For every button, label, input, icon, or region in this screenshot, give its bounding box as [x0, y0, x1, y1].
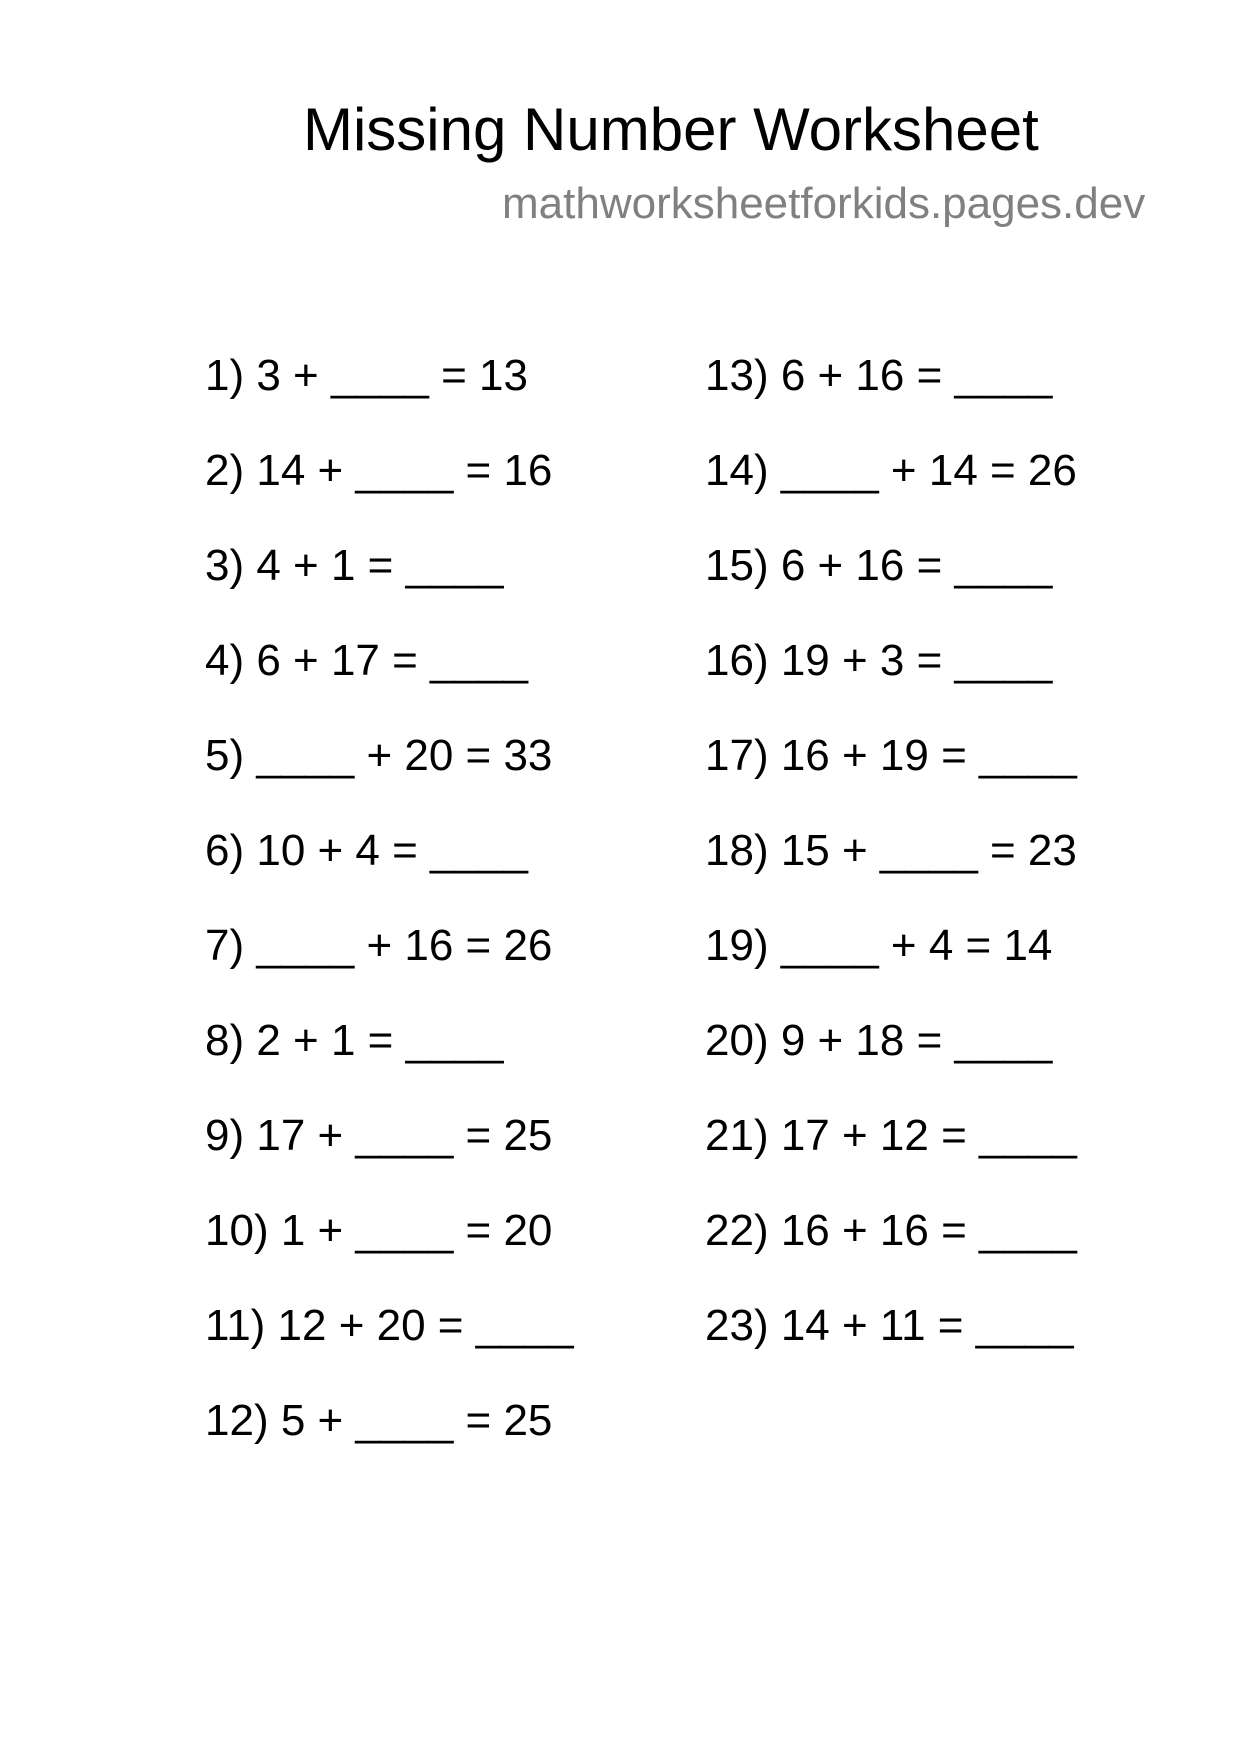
problem-item: 18) 15 + ____ = 23	[705, 826, 1077, 875]
problem-item: 21) 17 + 12 = ____	[705, 1111, 1077, 1160]
problem-item: 3) 4 + 1 = ____	[205, 541, 504, 590]
problem-item: 20) 9 + 18 = ____	[705, 1016, 1053, 1065]
problem-item: 19) ____ + 4 = 14	[705, 921, 1053, 970]
problem-item: 17) 16 + 19 = ____	[705, 731, 1077, 780]
problem-item: 13) 6 + 16 = ____	[705, 351, 1053, 400]
worksheet-source-url: mathworksheetforkids.pages.dev	[502, 179, 1146, 228]
problem-item: 1) 3 + ____ = 13	[205, 351, 528, 400]
worksheet-title: Missing Number Worksheet	[303, 96, 1039, 163]
problem-item: 23) 14 + 11 = ____	[705, 1301, 1074, 1350]
problem-item: 9) 17 + ____ = 25	[205, 1111, 553, 1160]
problem-item: 14) ____ + 14 = 26	[705, 446, 1077, 495]
problem-item: 10) 1 + ____ = 20	[205, 1206, 553, 1255]
problem-item: 16) 19 + 3 = ____	[705, 636, 1053, 685]
problem-item: 5) ____ + 20 = 33	[205, 731, 553, 780]
problem-item: 2) 14 + ____ = 16	[205, 446, 553, 495]
problem-item: 4) 6 + 17 = ____	[205, 636, 528, 685]
problem-item: 7) ____ + 16 = 26	[205, 921, 553, 970]
problem-item: 6) 10 + 4 = ____	[205, 826, 528, 875]
problem-item: 15) 6 + 16 = ____	[705, 541, 1053, 590]
problem-item: 11) 12 + 20 = ____	[205, 1301, 574, 1350]
problem-item: 8) 2 + 1 = ____	[205, 1016, 504, 1065]
problem-item: 22) 16 + 16 = ____	[705, 1206, 1077, 1255]
problem-item: 12) 5 + ____ = 25	[205, 1396, 553, 1445]
